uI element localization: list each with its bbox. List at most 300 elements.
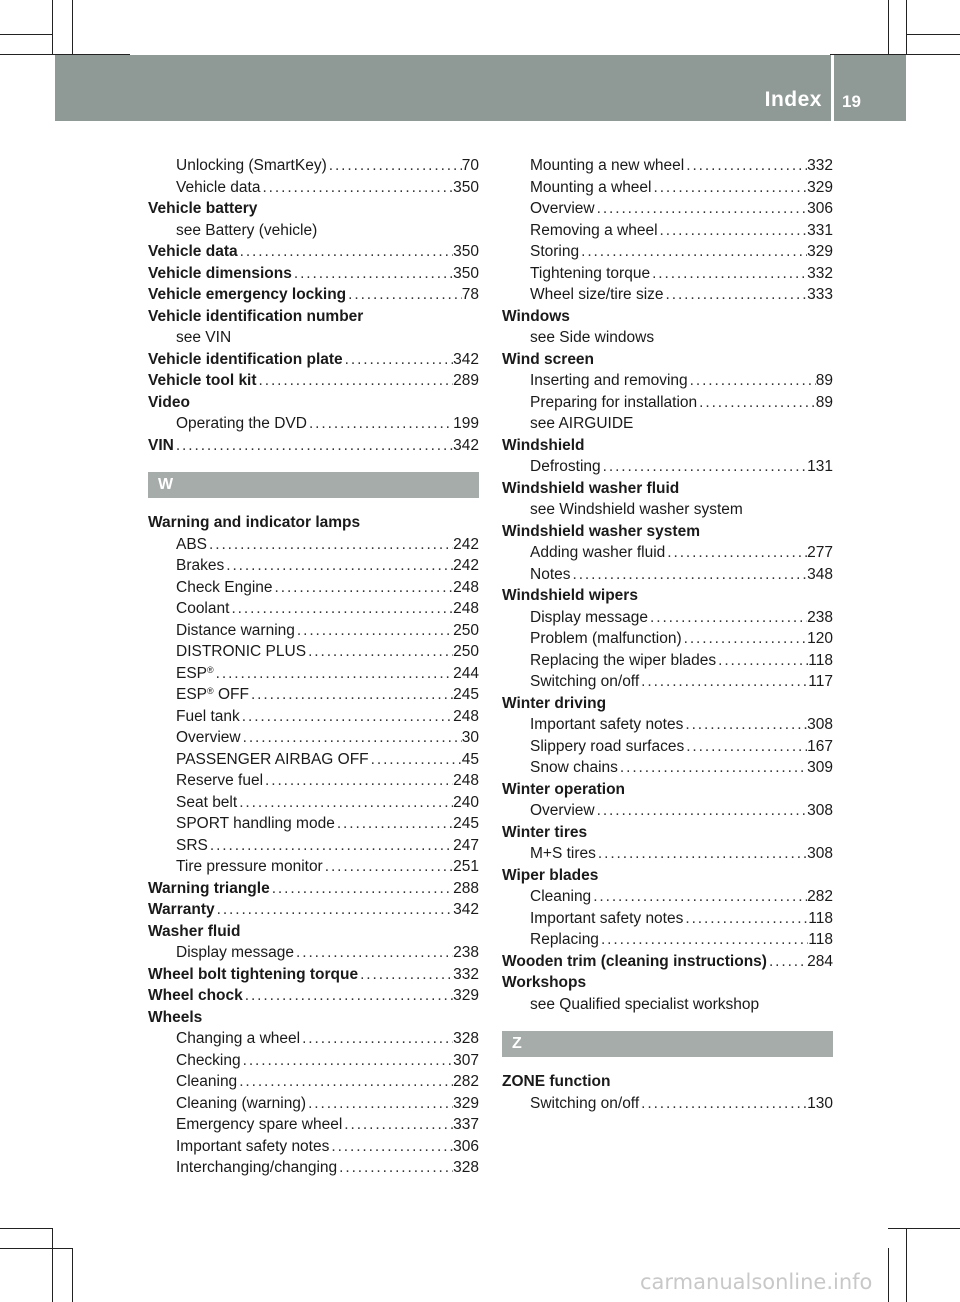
entry-text: Tightening torque [530,264,651,282]
entry-label [530,671,639,693]
leader-dots [263,770,453,792]
entry-text: see Side windows [530,329,655,346]
entry-text: Operating the DVD [176,415,307,432]
index-entry [148,1007,479,1029]
header-separator [831,55,834,121]
page-reference: 329 [807,178,833,196]
leader-dots [292,263,453,285]
entry-text: Washer fluid [148,922,241,940]
leader-dots [665,542,807,564]
crop-mark [52,1228,53,1302]
index-subentry [502,564,833,586]
entry-label [530,628,682,650]
entry-text: Warranty [148,901,215,918]
index-entry [148,921,479,943]
entry-label [530,177,652,199]
entry-text: Notes [530,565,571,583]
index-subentry [502,198,833,220]
leader-dots [329,1136,453,1158]
index-entry [148,392,479,414]
entry-label [530,736,684,758]
entry-text: Coolant [176,600,230,617]
entry-label [530,155,684,177]
leader-dots [237,792,453,814]
entry-text: Cleaning [176,1073,238,1090]
index-entry [148,435,479,457]
entry-label [176,534,207,556]
entry-label [176,1071,237,1093]
entry-label [176,222,317,239]
leader-dots [295,620,453,642]
entry-label [502,695,606,712]
entry-label [502,480,679,497]
entry-text: see Windshield washer system [530,501,743,518]
leader-dots [639,671,808,693]
index-subentry [148,577,479,599]
index-subentry [148,220,479,242]
entry-label [148,514,360,531]
page-reference: 289 [453,372,479,389]
index-entry [502,521,833,543]
entry-text: Wheel chock [148,987,243,1004]
entry-text: Wind screen [502,350,595,368]
entry-label [502,587,638,604]
index-subentry [148,1136,479,1158]
entry-text: Warning and indicator lamps [148,514,361,531]
page-reference: 245 [453,686,479,703]
leader-dots [571,564,808,586]
page-reference: 306 [807,200,833,217]
leader-dots [767,951,807,973]
page-reference: 329 [453,1094,479,1112]
index-subentry [148,792,479,814]
entry-text: Checking [176,1051,241,1069]
index-subentry [148,749,479,771]
entry-label [148,263,292,285]
page-reference: 245 [453,815,479,832]
page-reference: 247 [453,836,479,854]
index-subentry [148,555,479,577]
index-entry [148,370,479,392]
entry-text: Important safety notes [176,1137,330,1155]
leader-dots [306,641,453,663]
page-reference: 332 [807,157,833,174]
entry-label [176,1028,300,1050]
index-subentry [502,757,833,779]
page-reference: 329 [807,243,833,260]
index-entry [148,985,479,1007]
leader-dots [650,263,807,285]
leader-dots [591,886,807,908]
entry-text: Winter driving [502,694,607,712]
leader-dots [664,284,808,306]
page-reference: 306 [453,1137,479,1155]
index-entry [502,951,833,973]
entry-label [530,415,633,432]
entry-label [176,706,240,728]
entry-text: Changing a wheel [176,1030,301,1047]
page-reference: 248 [453,772,479,789]
entry-label [148,200,257,217]
entry-label [148,394,190,411]
entry-label [176,727,241,749]
entry-text: Interchanging/changing [176,1159,338,1176]
leader-dots [596,843,807,865]
entry-text: Replacing [530,931,599,948]
index-entry [502,478,833,500]
leader-dots [618,757,807,779]
entry-text: Reserve fuel [176,772,264,789]
index-subentry [502,886,833,908]
entry-text: Wheel size/tire size [530,286,664,303]
crop-mark [72,0,73,54]
entry-text: ESP [176,686,208,703]
index-entry [148,241,479,263]
page-reference: 167 [807,737,833,755]
index-subentry [502,155,833,177]
page-reference: 331 [807,221,833,239]
entry-text: Emergency spare wheel [176,1116,343,1133]
entry-label [530,263,650,285]
entry-text: Removing a wheel [530,221,658,239]
entry-text: Preparing for installation [530,393,698,411]
crop-mark [906,1228,907,1302]
entry-text: Storing [530,243,580,260]
entry-text: Winter operation [502,780,626,798]
page-reference: 250 [453,621,479,639]
entry-label [502,867,598,884]
entry-label [176,620,295,642]
crop-mark [72,1248,73,1302]
leader-dots [652,177,808,199]
entry-text: Mounting a new wheel [530,157,685,174]
leader-dots [343,349,453,371]
page-reference: 308 [807,716,833,733]
page-reference: 332 [807,264,833,282]
entry-label [176,749,369,771]
index-subentry [502,370,833,392]
entry-text: Mounting a wheel [530,178,652,196]
entry-label [530,607,648,629]
entry-text: see AIRGUIDE [530,415,634,432]
entry-text: Check Engine [176,578,273,596]
page-reference: 78 [461,286,479,303]
index-entry [148,263,479,285]
entry-label [176,1157,337,1179]
entry-text: Snow chains [530,759,618,776]
crop-mark [0,1228,52,1229]
index-subentry [502,607,833,629]
entry-label [530,392,697,414]
page-reference: 332 [453,965,479,983]
leader-dots [337,1157,453,1179]
entry-text: Workshops [502,974,587,991]
index-subentry [148,1028,479,1050]
index-subentry [148,663,479,685]
index-entry [148,964,479,986]
entry-label [502,824,587,841]
entry-text: Display message [530,608,649,626]
page-reference: 118 [808,931,833,948]
index-subentry [148,177,479,199]
entry-text: ZONE function [502,1073,611,1090]
entry-text: Important safety notes [530,716,684,733]
entry-text: Vehicle data [148,243,238,260]
index-entry [148,198,479,220]
entry-label [176,155,327,177]
leader-dots [369,749,462,771]
index-entry [148,512,479,534]
page-reference: 118 [808,651,833,669]
entry-text: Wiper blades [502,866,599,884]
entry-label [176,663,214,685]
entry-label [176,942,294,964]
leader-dots [684,155,807,177]
leader-dots [214,663,453,685]
index-subentry [502,650,833,672]
page-reference: 244 [453,664,479,682]
crop-mark [52,0,53,54]
entry-suffix: OFF [213,686,249,703]
entry-text: Defrosting [530,458,601,475]
entry-text: Wheels [148,1008,203,1026]
entry-label [502,351,594,368]
entry-text: Unlocking (SmartKey) [176,157,327,174]
entry-label [176,813,335,835]
index-subentry [148,1157,479,1179]
page-title: Index [764,88,822,111]
entry-label [176,1050,241,1072]
page-reference: 333 [807,286,833,303]
index-entry [502,435,833,457]
index-subentry [502,392,833,414]
page-reference: 248 [453,600,479,617]
entry-text: Wheel bolt tightening torque [148,965,359,983]
page-reference: 308 [807,802,833,819]
entry-text: Important safety notes [530,909,684,927]
leader-dots [249,684,453,706]
leader-dots [327,155,462,177]
leader-dots [342,1114,453,1136]
entry-label [502,781,625,798]
leader-dots [323,856,453,878]
entry-label [530,908,683,930]
entry-label [148,985,243,1007]
entry-label [530,800,595,822]
leader-dots [658,220,808,242]
index-column-left [148,155,479,1179]
entry-label [530,220,658,242]
leader-dots [716,650,808,672]
index-subentry [148,620,479,642]
leader-dots [294,942,453,964]
leader-dots [260,177,453,199]
index-subentry [148,856,479,878]
entry-label [176,1136,329,1158]
entry-label [148,923,240,940]
leader-dots [241,1050,454,1072]
entry-text: Vehicle identification number [148,307,364,325]
entry-text: SPORT handling mode [176,815,335,832]
leader-dots [599,929,808,951]
index-subentry [148,327,479,349]
leader-dots [306,1093,453,1115]
index-subentry [148,684,479,706]
entry-label [502,523,700,540]
entry-label [176,413,307,435]
leader-dots [683,908,808,930]
leader-dots [224,555,453,577]
crop-mark [0,34,52,35]
entry-label [502,951,767,973]
page-reference: 120 [807,630,833,647]
leader-dots [273,577,454,599]
entry-text: Fuel tank [176,707,240,725]
leader-dots [241,727,462,749]
entry-text: Vehicle battery [148,200,258,217]
page-reference: 238 [807,608,833,626]
page-reference: 238 [453,944,479,961]
index-entry [148,878,479,900]
entry-label [148,241,238,263]
page-reference: 348 [807,565,833,583]
entry-label [176,792,237,814]
page-reference: 248 [453,578,479,596]
entry-label [530,284,664,306]
entry-label [176,684,249,706]
section-letter: W [148,472,479,498]
entry-text: Brakes [176,557,225,574]
leader-dots [358,964,453,986]
index-subentry [502,671,833,693]
leader-dots [639,1093,807,1115]
leader-dots [335,813,453,835]
page-reference: 117 [808,673,833,690]
index-subentry [502,263,833,285]
entry-label [530,757,618,779]
page-number: 19 [842,92,861,111]
entry-label [176,770,263,792]
index-subentry [502,456,833,478]
page-reference: 282 [453,1073,479,1090]
index-subentry [502,499,833,521]
page-reference: 342 [453,901,479,918]
index-subentry [148,1114,479,1136]
entry-label [148,435,174,457]
entry-text: Vehicle emergency locking [148,286,347,303]
index-column-right [502,155,833,1114]
entry-label [530,843,596,865]
entry-label [502,308,570,325]
index-subentry [502,413,833,435]
index-entry [148,306,479,328]
page-reference: 342 [453,350,479,368]
index-subentry [148,770,479,792]
page-reference: 30 [461,729,479,746]
leader-dots [683,714,807,736]
index-subentry [502,908,833,930]
page-reference: 199 [453,415,479,432]
entry-label [530,929,599,951]
page-reference: 248 [453,707,479,725]
index-subentry [502,284,833,306]
page-reference: 329 [453,987,479,1004]
index-subentry [148,413,479,435]
entry-label [148,370,257,392]
watermark: carmanualsonline.info [640,1270,873,1294]
page-reference: 130 [807,1094,833,1112]
entry-label [148,1009,202,1026]
entry-label [502,1073,611,1090]
entry-label [148,284,346,306]
index-subentry [502,736,833,758]
index-entry [502,822,833,844]
leader-dots [237,1071,453,1093]
index-entry [148,284,479,306]
index-entry [502,306,833,328]
page-reference: 131 [807,458,833,475]
leader-dots [648,607,807,629]
index-entry [148,349,479,371]
page-reference: 250 [453,643,479,660]
entry-label [176,598,229,620]
crop-mark [906,0,907,54]
page-reference: 284 [807,952,833,970]
entry-text: Windshield wipers [502,587,638,604]
entry-text: SRS [176,836,208,854]
index-subentry [148,1050,479,1072]
index-subentry [148,534,479,556]
entry-label [530,886,591,908]
index-entry [148,899,479,921]
leader-dots [682,628,808,650]
index-entry [502,865,833,887]
index-entry [502,349,833,371]
page-reference: 288 [453,879,479,897]
entry-label [148,308,363,325]
entry-label [530,650,716,672]
crop-mark [0,1248,72,1249]
entry-text: Overview [530,200,595,217]
index-subentry [502,843,833,865]
index-subentry [148,835,479,857]
index-subentry [148,1071,479,1093]
leader-dots [300,1028,453,1050]
index-entry [502,779,833,801]
entry-label [530,542,665,564]
leader-dots [207,534,453,556]
entry-text: see VIN [176,329,232,346]
page-reference: 118 [808,909,833,927]
entry-text: Vehicle tool kit [148,372,257,389]
entry-text: Slippery road surfaces [530,737,685,755]
index-subentry [502,177,833,199]
entry-label [176,1114,342,1136]
entry-text: Switching on/off [530,1094,640,1112]
page-reference: 251 [453,858,479,875]
index-subentry [502,327,833,349]
entry-label [176,329,231,346]
index-subentry [148,155,479,177]
page-reference: 337 [453,1116,479,1133]
page-reference: 282 [807,888,833,905]
entry-label [530,1093,639,1115]
page-reference: 328 [453,1159,479,1176]
crop-mark [888,1248,889,1302]
leader-dots [229,598,453,620]
index-entry [502,972,833,994]
leader-dots [684,736,807,758]
